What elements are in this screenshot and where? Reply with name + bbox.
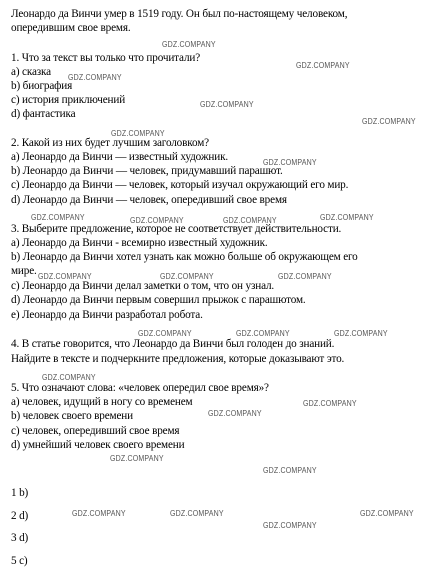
watermark-text: GDZ.COMPANY	[162, 39, 216, 49]
watermark-text: GDZ.COMPANY	[360, 508, 414, 518]
answer-3: 3 d)	[11, 532, 29, 544]
watermark-text: GDZ.COMPANY	[38, 271, 92, 281]
watermark-text: GDZ.COMPANY	[263, 157, 317, 167]
question-2-option-b: b) Леонардо да Винчи — человек, придумавший парашют.	[11, 165, 283, 177]
question-2-option-c: с) Леонардо да Винчи — человек, который изучал окружающий его мир.	[11, 179, 349, 191]
watermark-text: GDZ.COMPANY	[111, 128, 165, 138]
question-3-option-a: а) Леонардо да Винчи - всемирно известный художник.	[11, 237, 268, 249]
question-3-prompt: 3. Выберите предложение, которое не соответствует действительности.	[11, 223, 342, 235]
watermark-text: GDZ.COMPANY	[236, 328, 290, 338]
watermark-text: GDZ.COMPANY	[160, 271, 214, 281]
question-3-option-c: с) Леонардо да Винчи делал заметки о том, что он узнал.	[11, 280, 275, 292]
watermark-text: GDZ.COMPANY	[200, 99, 254, 109]
watermark-text: GDZ.COMPANY	[138, 328, 192, 338]
answer-5: 5 c)	[11, 555, 28, 567]
watermark-text: GDZ.COMPANY	[110, 453, 164, 463]
intro-line-2: опередившим свое время.	[11, 22, 131, 34]
question-2-option-d: d) Леонардо да Винчи — человек, опередивший свое время	[11, 194, 287, 206]
question-5-option-c: с) человек, опередивший свое время	[11, 425, 180, 437]
question-5-option-a: а) человек, идущий в ногу со временем	[11, 396, 193, 408]
question-1-option-a: а) сказка	[11, 66, 51, 78]
watermark-text: GDZ.COMPANY	[208, 408, 262, 418]
watermark-text: GDZ.COMPANY	[278, 271, 332, 281]
watermark-text: GDZ.COMPANY	[296, 60, 350, 70]
question-2-prompt: 2. Какой из них будет лучшим заголовком?	[11, 137, 209, 149]
watermark-text: GDZ.COMPANY	[263, 520, 317, 530]
question-5-option-b: b) человек своего времени	[11, 410, 133, 422]
question-1-prompt: 1. Что за текст вы только что прочитали?	[11, 52, 201, 64]
question-3-option-e: е) Леонардо да Винчи разработал робота.	[11, 309, 203, 321]
question-5-prompt: 5. Что означают слова: «человек опередил свое время»?	[11, 382, 269, 394]
watermark-text: GDZ.COMPANY	[68, 72, 122, 82]
question-3-option-d: d) Леонардо да Винчи первым совершил прыжок с парашютом.	[11, 294, 306, 306]
watermark-text: GDZ.COMPANY	[303, 398, 357, 408]
watermark-text: GDZ.COMPANY	[263, 465, 317, 475]
question-4-prompt: 4. В статье говорится, что Леонардо да Винчи был голоден до знаний.	[11, 338, 335, 350]
question-4-prompt-line-2: Найдите в тексте и подчеркните предложения, которые доказывают это.	[11, 353, 345, 365]
question-1-option-c: с) история приключений	[11, 94, 126, 106]
answer-2: 2 d)	[11, 510, 29, 522]
question-1-option-d: d) фантастика	[11, 108, 76, 120]
watermark-text: GDZ.COMPANY	[223, 215, 277, 225]
watermark-text: GDZ.COMPANY	[170, 508, 224, 518]
answer-1: 1 b)	[11, 487, 29, 499]
watermark-text: GDZ.COMPANY	[42, 372, 96, 382]
question-3-option-b-cont: мире.	[11, 265, 37, 277]
intro-line-1: Леонардо да Винчи умер в 1519 году. Он был по-настоящему человеком,	[11, 8, 348, 20]
watermark-text: GDZ.COMPANY	[72, 508, 126, 518]
question-3-option-b: b) Леонардо да Винчи хотел узнать как можно больше об окружающем его	[11, 251, 358, 263]
watermark-text: GDZ.COMPANY	[320, 212, 374, 222]
question-1-option-b: b) биография	[11, 80, 73, 92]
watermark-text: GDZ.COMPANY	[362, 116, 416, 126]
watermark-text: GDZ.COMPANY	[31, 212, 85, 222]
watermark-text: GDZ.COMPANY	[334, 328, 388, 338]
watermark-text: GDZ.COMPANY	[130, 215, 184, 225]
question-2-option-a: а) Леонардо да Винчи — известный художник.	[11, 151, 229, 163]
question-5-option-d: d) умнейший человек своего времени	[11, 439, 185, 451]
